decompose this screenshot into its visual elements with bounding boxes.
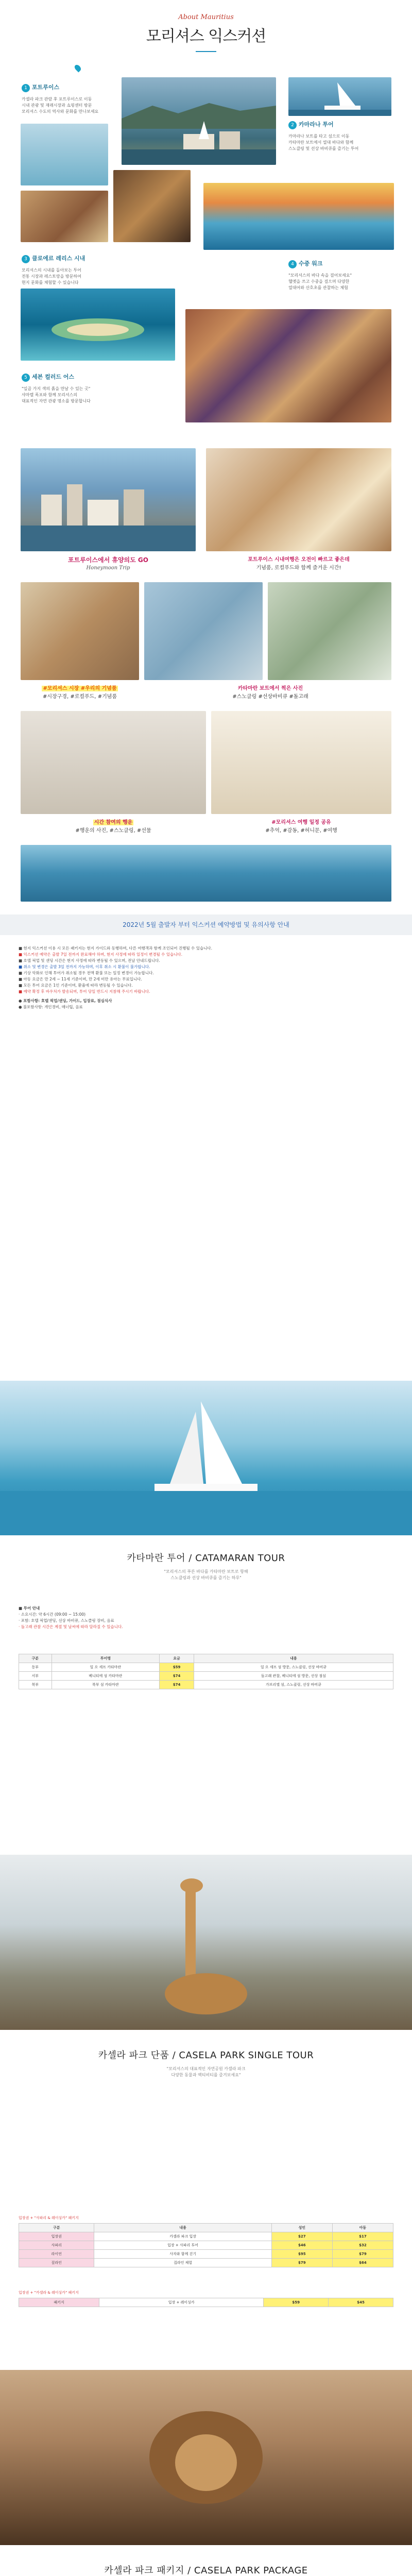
table-cell: 입장 + 레이싱카 bbox=[99, 2298, 264, 2307]
collage-caption-5-text: 시간 참여의 행운 bbox=[94, 820, 133, 825]
table-row bbox=[19, 1663, 393, 1672]
collage-caption-4b: #스노클링 #선상바비큐 #돌고래 bbox=[232, 694, 308, 700]
notice-list bbox=[19, 945, 393, 1010]
notice-item: ■ 예약 확정 후 바우처가 발송되며, 투어 당일 반드시 지참해 주시기 바랍니다. bbox=[19, 989, 150, 994]
tour-title: 포트루이스 bbox=[32, 84, 60, 91]
collage-photo-2 bbox=[206, 448, 391, 551]
tour-photo-4 bbox=[203, 183, 394, 250]
notice-item: ■ 아동 요금은 만 2세 ~ 11세 기준이며, 만 2세 미만 유아는 무료입니다. bbox=[19, 977, 142, 981]
table-cell: 입장 + 사파리 투어 bbox=[94, 2241, 271, 2250]
harbor-photo bbox=[21, 448, 196, 551]
tour-photo-5a bbox=[21, 289, 175, 361]
header-title: 모리셔스 익스커션 bbox=[146, 27, 266, 45]
table-header: 내용 bbox=[94, 2224, 271, 2232]
table-header: 아동 bbox=[332, 2224, 393, 2232]
page-header bbox=[0, 0, 412, 52]
seven-colored-earth-photo bbox=[185, 309, 391, 422]
collage-caption-3-text: #모리셔스 시장 #우리의 기념품 bbox=[43, 686, 117, 691]
table-header: 구분 bbox=[19, 1654, 52, 1663]
price-cell: $79 bbox=[271, 2259, 332, 2267]
table-cell: 일 오 세프 카타마란 bbox=[52, 1663, 160, 1672]
tour-item-3 bbox=[22, 252, 125, 286]
tour-item-4 bbox=[288, 258, 391, 291]
tour-desc: 카셀라 파크 관람 후 포트루이스로 이동 시내 관광 및 재래시장과 쇼핑센터 방문 모리셔스 수도의 역사와 문화를 만나보세요 bbox=[22, 97, 99, 114]
table-header-row bbox=[19, 2224, 393, 2232]
notice-extra: ● 포함사항: 호텔 픽업/샌딩, 가이드, 입장료, 점심식사 bbox=[19, 998, 112, 1003]
casela-single-hero-photo bbox=[0, 1855, 412, 2030]
collage-photo-7 bbox=[211, 711, 391, 814]
price-cell: $45 bbox=[329, 2298, 393, 2307]
collage-photo-6 bbox=[21, 711, 206, 814]
price-cell: $74 bbox=[160, 1672, 194, 1681]
collage-photo-5 bbox=[268, 582, 391, 680]
collage-caption-3b: #시장구경, #로컬푸드, #기념품 bbox=[42, 694, 117, 700]
casela-single-label: 입장권 + "사파리 & 레이싱카" 패키지 bbox=[19, 2216, 79, 2220]
table-header: 투어명 bbox=[52, 1654, 160, 1663]
table-header: 요금 bbox=[160, 1654, 194, 1663]
table-cell: 베니티에 섬 카타마란 bbox=[52, 1672, 160, 1681]
tour-number: 2 bbox=[288, 121, 297, 129]
tour-item-5 bbox=[22, 371, 125, 404]
collage-caption-6: #모리셔스 여행 일정 공유 bbox=[271, 820, 331, 825]
tour-desc: 카마라나 보트를 타고 섬으로 이동 카타마란 보트에서 열대 바다와 함께 스노클링 및 선상 바비큐를 즐기는 투어 bbox=[288, 134, 359, 151]
price-cell: $64 bbox=[332, 2259, 393, 2267]
casela-package-title: 카셀라 파크 패키지 / CASELA PARK PACKAGE bbox=[104, 2565, 308, 2576]
price-cell: $46 bbox=[271, 2241, 332, 2250]
price-cell: $95 bbox=[271, 2250, 332, 2259]
tour-number: 5 bbox=[22, 374, 30, 382]
casela-single-price-table-2 bbox=[19, 2298, 393, 2307]
catamaran-boat-photo bbox=[0, 1381, 412, 1535]
tour-number: 4 bbox=[288, 260, 297, 268]
tour-item-2 bbox=[288, 118, 391, 152]
table-row bbox=[19, 2241, 393, 2250]
notice-banner: 2022년 5월 출발자 부터 익스커션 예약방법 및 유의사항 안내 bbox=[0, 914, 412, 935]
collage-caption-5 bbox=[21, 819, 206, 826]
price-cell: $17 bbox=[332, 2232, 393, 2241]
collage-photo-3 bbox=[21, 582, 139, 680]
table-header-row bbox=[19, 1654, 393, 1663]
catamaran-title: 카타마란 투어 / CATAMARAN TOUR bbox=[127, 1553, 285, 1564]
table-cell: 집라인 체험 bbox=[94, 2259, 271, 2267]
notice-item: ■ 익스커션 예약은 출발 7일 전까지 완료해야 하며, 현지 사정에 따라 일정이 변경될 수 있습니다. bbox=[19, 952, 183, 957]
collage-photo-4 bbox=[144, 582, 263, 680]
table-header: 성인 bbox=[271, 2224, 332, 2232]
notice-item: ■ 현지 익스커션 이용 시 모든 패키지는 현지 가이드와 동행하며, 다른 여행객과 함께 조인되어 진행될 수 있습니다. bbox=[19, 946, 213, 951]
collage-caption-5b: #행운의 사진, #스노클링, #선물 bbox=[75, 828, 151, 834]
tour-title: 수중 워크 bbox=[299, 260, 323, 267]
notice-item: ■ 취소 및 변경은 출발 3일 전까지 가능하며, 이후 취소 시 환불이 불가합니다. bbox=[19, 964, 150, 969]
casela-single-subtitle: "모리셔스의 대표적인 자연공원 카셀라 파크 다양한 동물과 액티비티를 즐겨보세요" bbox=[166, 2066, 246, 2077]
catamaran-info bbox=[19, 1602, 393, 1630]
table-row bbox=[19, 2250, 393, 2259]
casela-single-title: 카셀라 파크 단품 / CASELA PARK SINGLE TOUR bbox=[98, 2050, 314, 2061]
tour-desc: "일곱 가지 색의 흙을 만날 수 있는 곳" 샤마렐 폭포와 함께 모리셔스의 대표적인 자연 관광 명소를 방문합니다 bbox=[22, 386, 91, 403]
ocean-panorama-photo bbox=[21, 845, 391, 902]
price-cell: $79 bbox=[332, 2250, 393, 2259]
tour-title: 세븐 컬러드 어스 bbox=[32, 374, 75, 380]
price-cell: $59 bbox=[264, 2298, 329, 2307]
collage-caption-6b: #추억, #감동, #허니문, #여행 bbox=[265, 828, 337, 834]
table-cell: 일 오 세프 섬 방문, 스노클링, 선상 바비큐 bbox=[194, 1663, 393, 1672]
catamaran-info-title: ■ 투어 안내 bbox=[19, 1606, 40, 1611]
catamaran-hero-photo bbox=[0, 1381, 412, 1535]
tour-number: 3 bbox=[22, 255, 30, 263]
tour-title: 카마라나 투어 bbox=[299, 121, 334, 128]
port-louis-photo bbox=[122, 77, 276, 165]
tour-photo-1 bbox=[122, 77, 276, 165]
table-header: 구분 bbox=[19, 2224, 94, 2232]
island-photo bbox=[21, 289, 175, 361]
table-cell: 북부 bbox=[19, 1681, 52, 1689]
lion-photo bbox=[0, 2370, 412, 2545]
tour-photo-3a bbox=[21, 191, 108, 242]
giraffe-photo bbox=[0, 1855, 412, 2030]
catamaran-photo bbox=[288, 77, 391, 116]
collage-caption-2b: 기념품, 로컬푸드와 함께 즐거운 시간! bbox=[256, 565, 341, 571]
collage-caption-1: 포트루이스에서 휴양의도 GO bbox=[68, 556, 148, 564]
table-cell: 사자와 함께 걷기 bbox=[94, 2250, 271, 2259]
table-row bbox=[19, 2259, 393, 2267]
header-divider bbox=[196, 51, 216, 52]
price-cell: $27 bbox=[271, 2232, 332, 2241]
notice-item: ■ 기상 악화로 인해 투어가 취소될 경우 전액 환불 또는 일정 변경이 가능합니다. bbox=[19, 971, 154, 975]
notice-item: ■ 호텔 픽업 및 샌딩 시간은 현지 사정에 따라 변동될 수 있으며, 전날 안내드립니다. bbox=[19, 958, 160, 963]
notice-item: ■ 모든 투어 요금은 1인 기준이며, 환율에 따라 변동될 수 있습니다. bbox=[19, 983, 133, 988]
table-cell: 돌고래 관찰, 베니티에 섬 방문, 선상 점심 bbox=[194, 1672, 393, 1681]
table-cell: 서부 bbox=[19, 1672, 52, 1681]
table-row bbox=[19, 2298, 393, 2307]
catamaran-subtitle: "모리셔스의 푸른 바다를 카타마란 보트로 항해 스노클링과 선상 바비큐를 즐기는 하루" bbox=[164, 1569, 248, 1580]
catamaran-price-table bbox=[19, 1654, 393, 1689]
tour-photo-2b bbox=[288, 77, 391, 116]
table-cell: 가브리엘 섬, 스노클링, 선상 바비큐 bbox=[194, 1681, 393, 1689]
catamaran-info-item: · 돌고래 관찰 시간은 계절 및 날씨에 따라 달라질 수 있습니다. bbox=[19, 1624, 123, 1629]
casela-package-hero-photo bbox=[0, 2370, 412, 2545]
price-cell: $32 bbox=[332, 2241, 393, 2250]
table-row bbox=[19, 2232, 393, 2241]
tour-title: 클로에르 레리스 시내 bbox=[32, 255, 85, 262]
casela-single-label-2: 입장권 + "카셀라 & 레이싱카" 패키지 bbox=[19, 2291, 79, 2295]
tour-item-1 bbox=[22, 81, 114, 115]
table-row bbox=[19, 1681, 393, 1689]
tour-photo-3b bbox=[113, 170, 191, 242]
table-cell: 동부 bbox=[19, 1663, 52, 1672]
collage-caption-4: 카타마란 보트에서 찍은 사진 bbox=[237, 686, 303, 691]
catamaran-info-item: · 소요시간: 약 6시간 (09:00 ~ 15:00) bbox=[19, 1612, 86, 1617]
collage-caption-3 bbox=[21, 685, 139, 692]
tour-desc: 모리셔스의 시내를 돌아보는 투어 전통 시장과 레스토랑을 방문하여 현지 문화를 체험할 수 있습니다 bbox=[22, 268, 81, 285]
price-cell: $74 bbox=[160, 1681, 194, 1689]
price-cell: $59 bbox=[160, 1663, 194, 1672]
table-header: 내용 bbox=[194, 1654, 393, 1663]
tour-number: 1 bbox=[22, 84, 30, 92]
collage-photo-1 bbox=[21, 448, 196, 551]
collage-caption-2: 포트루이스 시내여행은 오전이 빠르고 좋은데 bbox=[248, 557, 350, 563]
table-cell: 북부 섬 카타마란 bbox=[52, 1681, 160, 1689]
table-cell: 사파리 bbox=[19, 2241, 94, 2250]
table-cell: 패키지 bbox=[19, 2298, 99, 2307]
header-subtitle: About Mauritius bbox=[178, 13, 234, 21]
notice-extra: ● 불포함사항: 개인경비, 매너팁, 음료 bbox=[19, 1005, 83, 1009]
collage-script-1: Honeymoon Trip bbox=[86, 565, 130, 571]
tour-photo-2a bbox=[21, 124, 108, 185]
tour-desc: "모리셔스의 바다 속을 걸어보세요" 헬멧을 쓰고 수중을 걸으며 다양한 열대어와 산호초를 관찰하는 체험 bbox=[288, 273, 352, 290]
table-cell: 라이언 bbox=[19, 2250, 94, 2259]
location-pin-icon bbox=[74, 64, 82, 73]
casela-single-price-table bbox=[19, 2223, 393, 2267]
catamaran-info-item: · 포함: 호텔 픽업/샌딩, 선상 바비큐, 스노클링 장비, 음료 bbox=[19, 1618, 114, 1623]
table-cell: 입장권 bbox=[19, 2232, 94, 2241]
table-row bbox=[19, 1672, 393, 1681]
table-cell: 카셀라 파크 입장 bbox=[94, 2232, 271, 2241]
table-cell: 짚라인 bbox=[19, 2259, 94, 2267]
